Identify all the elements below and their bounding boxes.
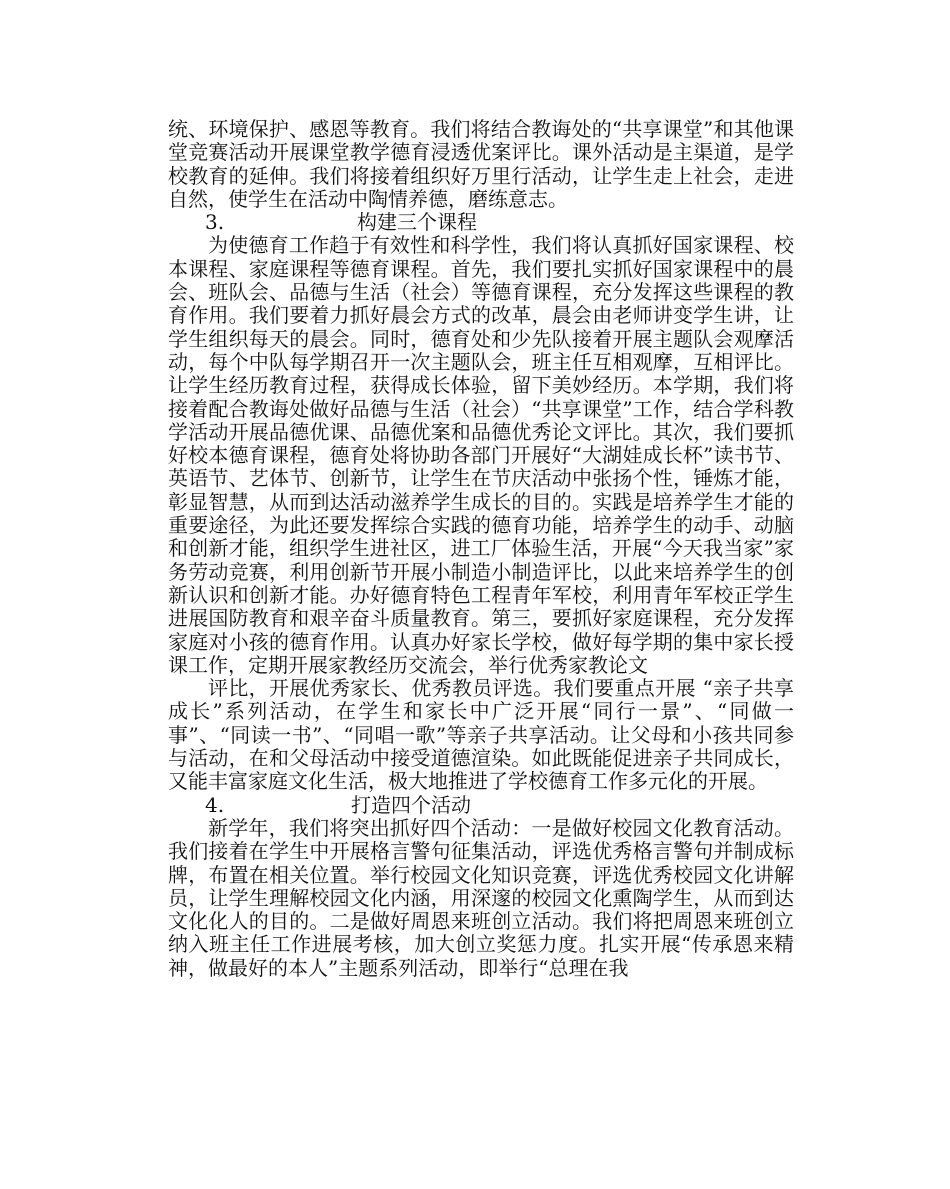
paragraph-continuation: 统、环境保护、感恩等教育。我们将结合教诲处的“共享课堂”和其他课堂竞赛活动开展课堂教学德育浸透优案评比。课外活动是主渠道，是学校教育的延伸。我们将接着组织好万里行活动，让学生走上社会，走进自然，使学生在活动中陶情养德，磨练意志。 bbox=[168, 117, 794, 211]
section-number: 4. bbox=[205, 792, 225, 817]
document-body bbox=[168, 118, 794, 980]
paragraph-body: 评比，开展优秀家长、优秀教员评选。我们要重点开展 “亲子共享成长”系列活动，在学生和家长中广泛开展“同行一景”、“同做一事”、“同读一书”、“同唱一歌”等亲子共享活动。让父母和小孩共同参与活动，在和父母活动中接受道德渲染。如此既能促进亲子共同成长，又能丰富家庭文化生活，极大地推进了学校德育工作多元化的开展。 bbox=[168, 676, 794, 794]
section-title: 构建三个课程 bbox=[357, 210, 477, 235]
section-heading-4 bbox=[168, 794, 794, 817]
paragraph-body: 新学年，我们将突出抓好四个活动：一是做好校园文化教育活动。我们接着在学生中开展格言警句征集活动，评选优秀格言警句并制成标牌，布置在相关位置。举行校园文化知识竞赛，评选优秀校园文化讲解员，让学生理解校园文化内涵，用深邃的校园文化熏陶学生，从而到达文化化人的目的。二是做好周恩来班创立活动。我们将把周恩来班创立纳入班主任工作进展考核，加大创立奖惩力度。扎实开展“传承恩来精神，做最好的本人”主题系列活动，即举行“总理在我 bbox=[168, 815, 794, 980]
section-number: 3. bbox=[205, 210, 225, 235]
section-title: 打造四个活动 bbox=[351, 792, 471, 817]
section-heading-3 bbox=[168, 211, 794, 234]
paragraph-body: 为使德育工作趋于有效性和科学性，我们将认真抓好国家课程、校本课程、家庭课程等德育课程。首先，我们要扎实抓好国家课程中的晨会、班队会、品德与生活（社会）等德育课程，充分发挥这些课程的教育作用。我们要着力抓好晨会方式的改革，晨会由老师讲变学生讲，让学生组织每天的晨会。同时，德育处和少先队接着开展主题队会观摩活动，每个中队每学期召开一次主题队会，班主任互相观摩，互相评比。让学生经历教育过程，获得成长体验，留下美妙经历。本学期，我们将接着配合教诲处做好品德与生活（社会）“共享课堂”工作，结合学科教学活动开展品德优课、品德优案和品德优秀论文评比。其次，我们要抓好校本德育课程，德育处将协助各部门开展好“大湖娃成长杯”读书节、英语节、艺体节、创新节，让学生在节庆活动中张扬个性，锤炼才能，彰显智慧，从而到达活动滋养学生成长的目的。实践是培养学生才能的重要途径，为此还要发挥综合实践的德育功能，培养学生的动手、动脑和创新才能，组织学生进社区，进工厂体验生活，开展“今天我当家”家务劳动竞赛，利用创新节开展小制造小制造评比，以此来培养学生的创新认识和创新才能。办好德育特色工程青年军校，利用青年军校正学生进展国防教育和艰辛奋斗质量教育。第三，要抓好家庭课程，充分发挥家庭对小孩的德育作用。认真办好家长学校，做好每学期的集中家长授课工作，定期开展家教经历交流会，举行优秀家教论文 bbox=[168, 233, 794, 677]
